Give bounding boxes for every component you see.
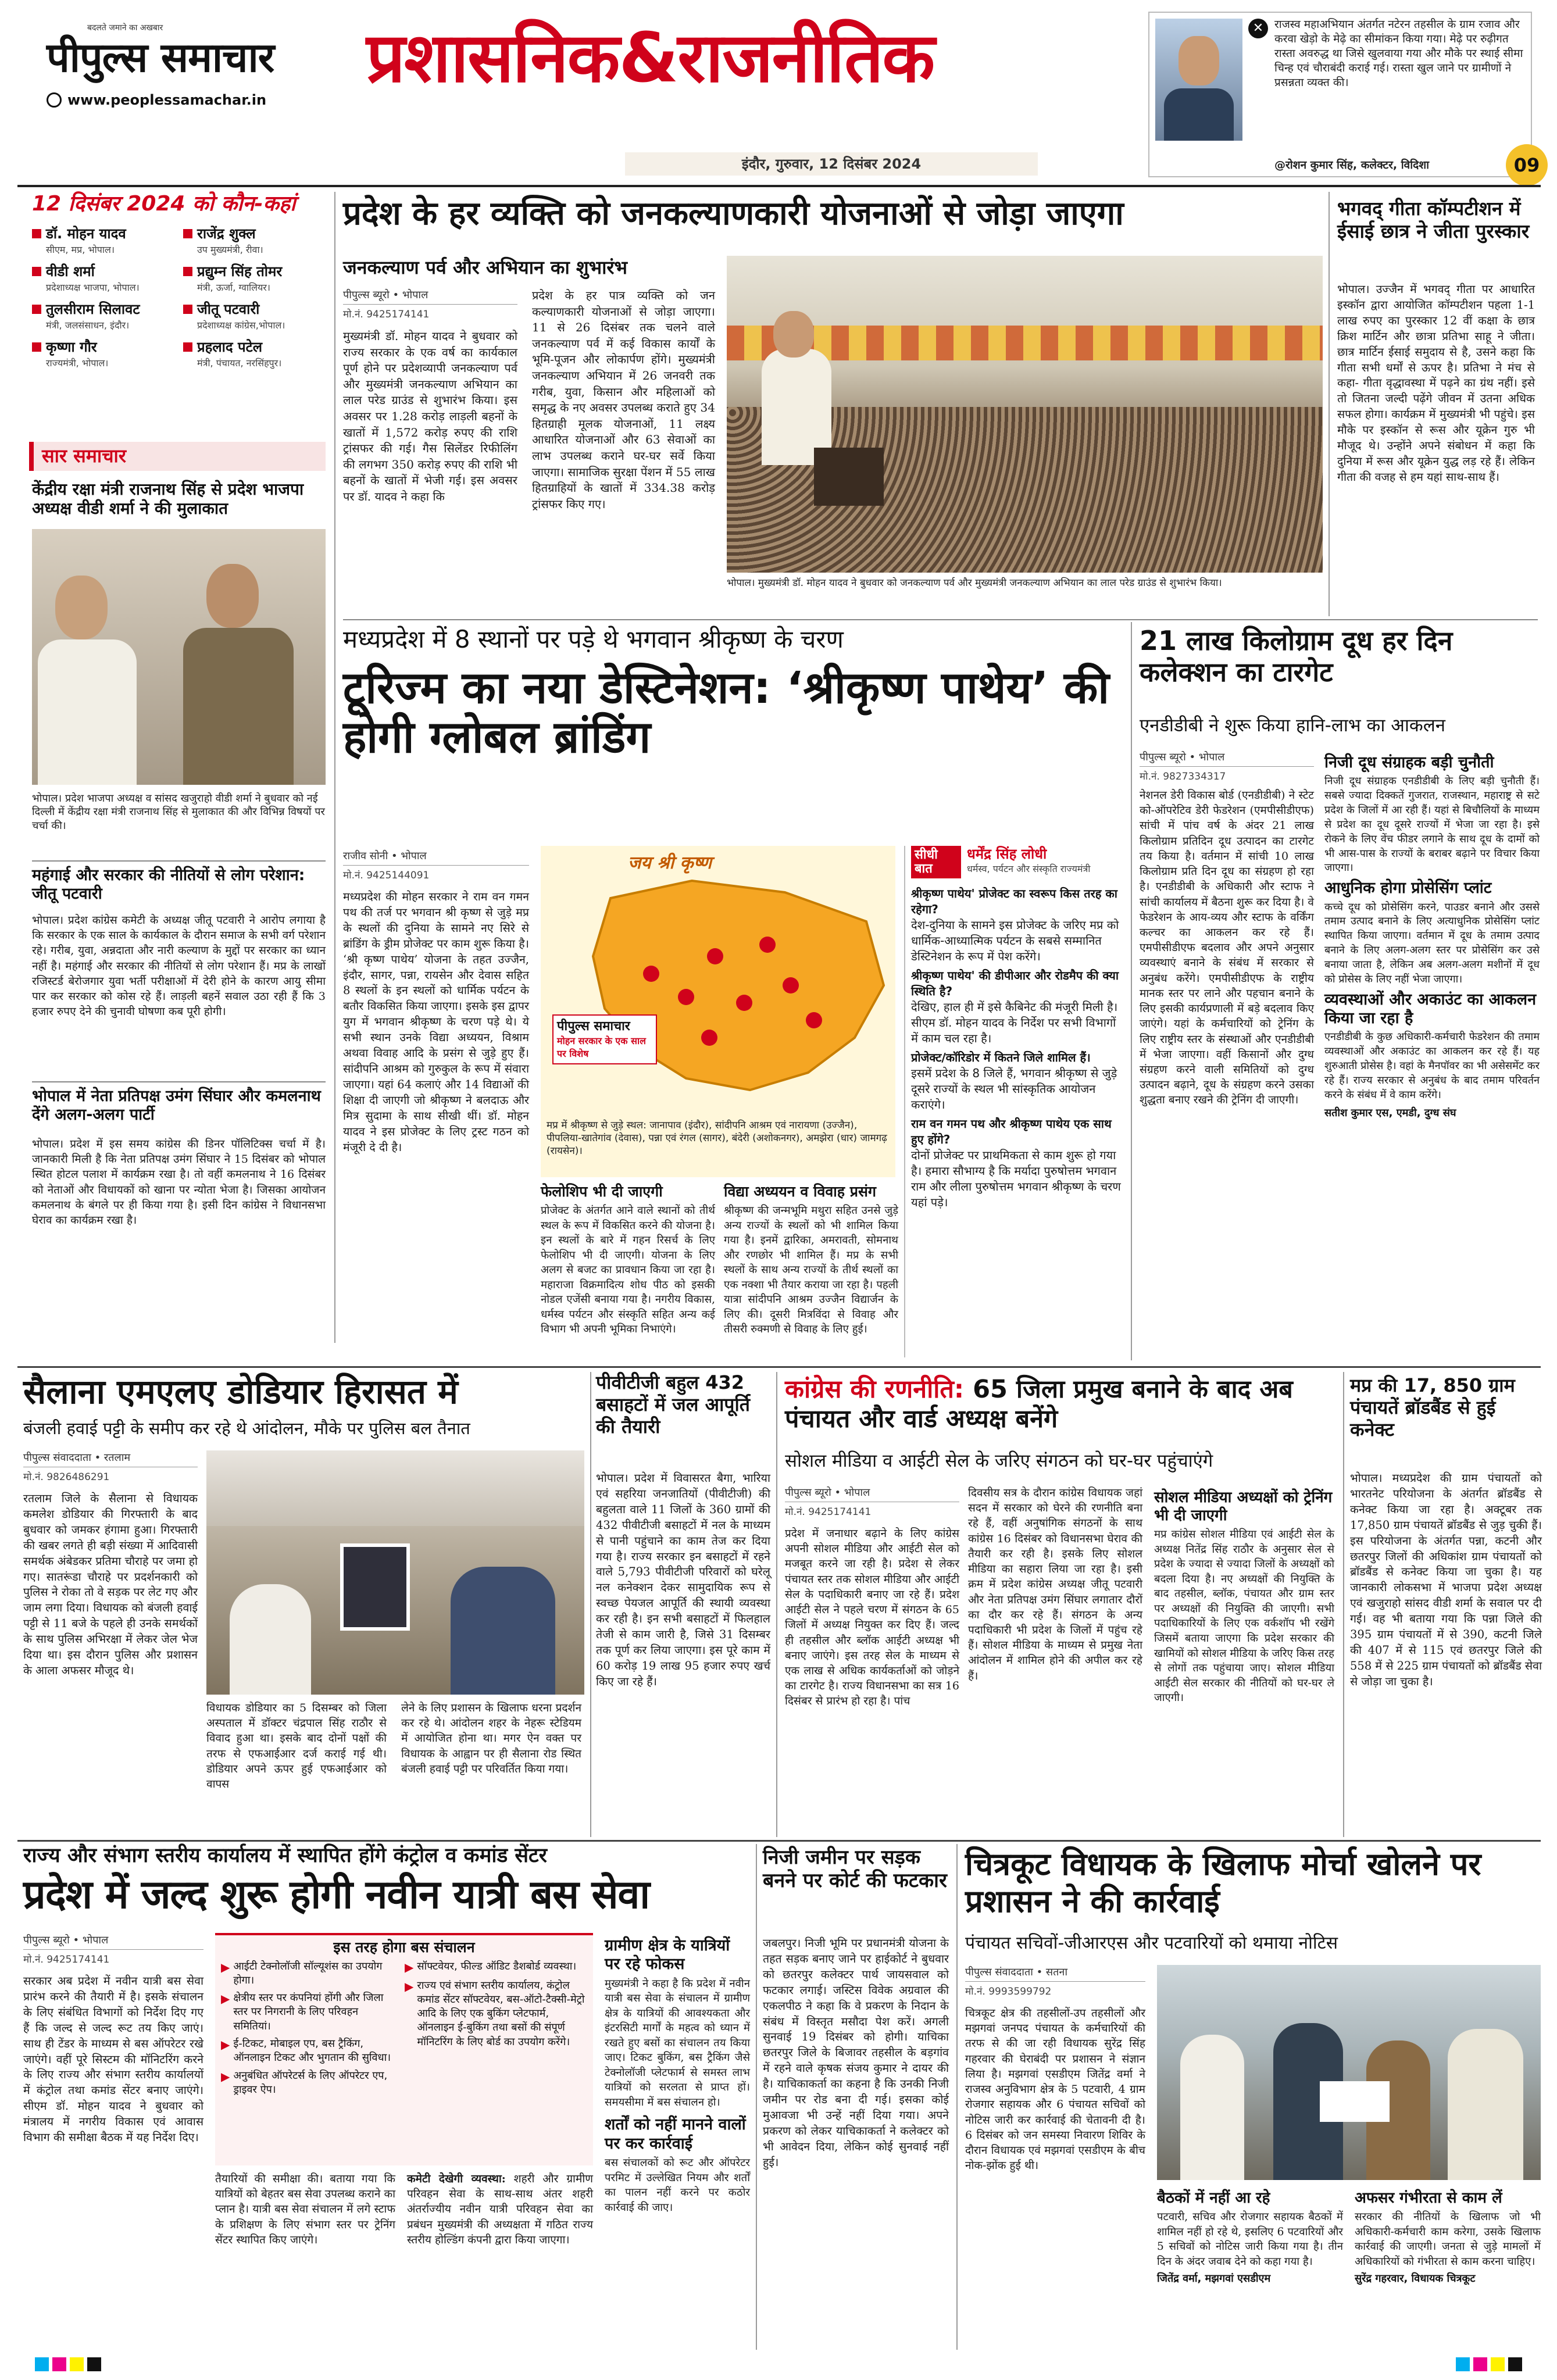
birthday-item — [32, 224, 172, 256]
marker-icon — [32, 305, 41, 314]
chitrakoot-col2 — [1157, 2186, 1343, 2285]
birthday-item — [32, 337, 172, 369]
globe-icon — [47, 92, 62, 108]
page-number: 09 — [1506, 144, 1548, 186]
person-role: मंत्री, पंचायत, नरसिंहपुर। — [197, 358, 282, 369]
bus-box-list — [215, 1960, 593, 2101]
congress-col2: दिवसीय सत्र के दौरान कांग्रेस विधायक जहां सदन में सरकार को घेरने की रणनीति बना रहे हैं, वहीं अनुषांगिक संगठनों के साथ कांग्रेस 16 दिसंबर को विधानसभा घेराव की तैयारी कर रही है। इसके लिए सोशल मीडिया का सहारा लिया जा रहा है। इसी क्रम में प्रदेश कांग्रेस अध्यक्ष जीतू पटवारी और नेता प्रतिपक्ष उमंग सिंघार लगातार दौरों का दौर कर रहे हैं। संगठन के अन्य पदाधिकारी भी प्रदेश के जिलों में पहुंच रहे हैं। सोशल मीडिया के माध्यम से प्रमुख नेता आंदोलन में शामिल होने की अपील कर रहे हैं। — [968, 1486, 1142, 1682]
bus-byline-box — [23, 1933, 203, 1966]
map-logo-box — [552, 1014, 657, 1064]
byline: पीपुल्स ब्यूरो • भोपाल — [1140, 750, 1314, 767]
bus-col3 — [407, 2171, 593, 2247]
chitrakoot-col3 — [1355, 2186, 1541, 2285]
chitrakoot-subhead-1: बैठकों में नहीं आ रहे — [1157, 2189, 1270, 2207]
milk-subhead-2: आधुनिक होगा प्रोसेसिंग प्लांट — [1324, 879, 1492, 898]
birthday-item — [32, 262, 172, 294]
sailana-kicker: बंजली हवाई पट्टी के समीप कर रहे थे आंदोलन, मौके पर पुलिस बल तैनात — [23, 1418, 470, 1438]
bullet-icon: ▶ — [221, 1992, 230, 2006]
qa-question: श्रीकृष्ण पाथेय' प्रोजेक्ट का स्वरूप किस तरह का रहेगा? — [911, 887, 1117, 917]
bus-cond-body: बस संचालकों को रूट और ऑपरेटर परमिट में उल्लेखित नियम और शर्तों का पालन नहीं करने पर कठोर कार्रवाई की जाए। — [605, 2157, 750, 2214]
lead-col2: प्रदेश के हर पात्र व्यक्ति को जन कल्याणकारी योजनाओं से जोड़ा जाएगा। 11 से 26 दिसंबर तक चलने वाले जनकल्याण पर्व में कई विकास कार्यों के भूमि-पूजन और लोकार्पण होंगे। मुख्यमंत्री जनकल्याण अभियान में 26 जनवरी तक गरीब, युवा, किसान और महिलाओं को समृद्ध के नए अवसर उपलब्ध कराते हुए 34 हितग्राही मूलक योजनाओं, 11 लक्ष्य आधारित योजनाओं और 63 सेवाओं का लाभ उपलब्ध कराने घर-घर सर्वे किया जाएगा। सामाजिक सुरक्षा पेंशन में 55 लाख हितग्राहियों के खातों में 334.38 करोड़ ट्रांसफर किए गए। — [532, 288, 715, 511]
saar-caption-1: भोपाल। प्रदेश भाजपा अध्यक्ष व सांसद खजुराहो वीडी शर्मा ने बुधवार को नई दिल्ली में केंद्रीय रक्षा मंत्री राजनाथ सिंह से मुलाकात की और विभिन्न विषयों पर चर्चा की। — [32, 792, 325, 832]
sailana-byline-box — [23, 1450, 198, 1483]
krishna-col3-head: विद्या अध्ययन व विवाह प्रसंग — [724, 1183, 876, 1200]
birthday-item — [183, 224, 323, 256]
bus-headline: प्रदेश में जल्द शुरू होगी नवीन यात्री बस सेवा — [23, 1872, 649, 1918]
congress-headline: 65 जिला प्रमुख बनाने के बाद अब पंचायत और वार्ड अध्यक्ष बनेंगे — [785, 1375, 1293, 1434]
chitrakoot-para-2: सरकार की नीतियों के खिलाफ जो भी अधिकारी-कर्मचारी काम करेगा, उसके खिलाफ कार्रवाई की जाएगी। जनता से जुड़े मामलों में अधिकारियों को गंभीरता से काम करना चाहिए। — [1355, 2211, 1541, 2268]
saar-heading-bar — [29, 442, 326, 471]
congress-side-head: सोशल मीडिया अध्यक्षों को ट्रेनिंग भी दी जाएगी — [1154, 1489, 1333, 1525]
person-role: प्रदेशाध्यक्ष कांग्रेस,भोपाल। — [197, 320, 285, 331]
mobile-number: मो.नं. 9425174141 — [23, 1954, 110, 1966]
land-body: जबलपुर। निजी भूमि पर प्रधानमंत्री योजना के तहत सड़क बनाए जाने पर हाईकोर्ट ने बुधवार को छतरपुर कलेक्टर पार्थ जायसवाल को फटकार लगाई। जस्टिस विवेक अग्रवाल की एकलपीठ ने कहा कि वे प्रकरण के निदान के संबंध में विस्तृत मसौदा पेश करें। अगली सुनवाई 19 दिसंबर को होगी। याचिका छतरपुर जिले के बिजावर तहसील के बड़गांव में रहने वाले कृषक संजय कुमार ने दायर की है। याचिकाकर्ता का कहना है कि उनकी निजी जमीन पर रोड बना दी गई। इसका कोई मुआवजा भी उन्हें नहीं दिया गया। अपने प्रकरण को लेकर याचिकाकर्ता ने कलेक्टर को भी आवेदन दिया, लेकिन कोई सुनवाई नहीं हुई। — [763, 1936, 949, 2169]
milk-para-2: कच्चे दूध को प्रोसेसिंग करने, पाउडर बनाने और उससे तमाम उत्पाद बनाने के लिए अत्याधुनिक प्रोसेसिंग प्लांट स्थापित किया जाएगा। वर्तमान में दूध के तमाम उत्पाद बनाने के लिए अलग-अलग स्तर पर प्रोसेसिंग कर उसे बनाया जाता है, लेकिन अब अलग-अलग मशीनों में दूध को प्रोसेस के लिए नहीं भेजा जाएगा। — [1324, 900, 1540, 985]
chitrakoot-subhead-2: अफसर गंभीरता से काम लें — [1355, 2189, 1502, 2207]
bus-box-item — [221, 1991, 395, 2034]
person-name: प्रहलाद पटेल — [197, 339, 262, 355]
bus-col4 — [605, 1933, 750, 2215]
byline: राजीव सोनी • भोपाल — [343, 849, 529, 866]
byline: पीपुल्स संवाददाता • सतना — [965, 1965, 1145, 1982]
print-color-bar — [0, 2357, 1557, 2375]
mobile-number: मो.नं. 9425174141 — [343, 309, 430, 320]
milk-col1: नेशनल डेरी विकास बोर्ड (एनडीडीबी) ने स्टेट को-ऑपरेटिव डेरी फेडरेशन (एमपीसीडीएफ) सांची में पांच वर्ष के अंदर 21 लाख किलोग्राम प्रतिदिन दूध उत्पादन का टारगेट तय किया है। वर्तमान में सांची 10 लाख किलोग्राम प्रति दिन दूध का संग्रहण हो रहा है। एनडीडीबी के अधिकारी और स्टाफ ने सांची कार्यालय में बैठना शुरू कर दिया है। वे फेडरेशन के आय-व्यय और स्टाफ के वर्किंग कल्चर का आकलन कर रहे हैं। एमपीसीडीएफ बदलाव और अपने अनुसार व्यवस्थाएं बनाने के संबंध में सरकार से अनुबंध करेंगे। एमपीसीडीएफ के राष्ट्रीय मानक स्तर पर लाने और पहचान बनाने के लिए इसकी कार्यप्रणाली में बड़े बदलाव किए जाएंगे। यहां के कर्मचारियों को ट्रेनिंग के लिए राष्ट्रीय स्तर के संस्थाओं और एनडीडीबी में भेजा जाएगा। वहीं किसानों और दुग्ध संग्रहण करने वाली समितियों को दुग्ध उत्पादन बढ़ाने, दूध के संग्रहण करने उसका शुद्धता बनाए रखने की ट्रेनिंग दी जाएगी। — [1140, 789, 1314, 1107]
color-swatches-right — [1456, 2357, 1522, 2375]
birthday-grid — [32, 224, 323, 369]
pvtg-headline: पीवीटीजी बहुल 432 बसाहटों में जल आपूर्ति की तैयारी — [596, 1371, 751, 1438]
bus-box-item-text: राज्य एवं संभाग स्तरीय कार्यालय, कंट्रोल कमांड सेंटर सॉफ्टवेयर, बस-ऑटो-टैक्सी-मेट्रो आदि के लिए एक बुकिंग प्लेटफार्म, ऑनलाइन ई-बुकिंग तथा बसों की संपूर्ण मॉनिटरिंग के लिए बोर्ड का उपयोग करेंगे। — [417, 1979, 585, 2048]
milk-byline-box — [1140, 750, 1314, 782]
birthday-item — [183, 299, 323, 331]
krishna-headline: टूरिज्म का नया डेस्टिनेशन: ‘श्रीकृष्ण पाथेय’ की होगी ग्लोबल ब्रांडिंग — [343, 662, 1109, 763]
person-name: वीडी शर्मा — [46, 263, 95, 280]
sidhi-baat-box — [904, 846, 1125, 1357]
qa-question: प्रोजेक्ट/कॉरिडोर में कितने जिले शामिल हैं। — [911, 1050, 1091, 1065]
qa-list — [911, 885, 1125, 1210]
tweet-box — [1148, 12, 1532, 177]
gita-body: भोपाल। उज्जैन में भगवद् गीता पर आधारित इस्कॉन द्वारा आयोजित कॉम्पटीशन पहला 1-1 लाख रुपए का पुरस्कार 12 वीं कक्षा के छात्र क्रिश मार्टिन और छात्रा प्रतिभा साहू ने जीता। छात्र मार्टिन ईसाई समुदाय से है, उसने कहा कि गीता सभी धर्मों से ऊपर है। प्रतिभा ने मंच से कहा- गीता वृद्धावस्था में पढ़ने का ग्रंथ नहीं। इसे तो जितना जल्दी पढ़ेंगे जीवन में उतना अधिक सफल होगा। कार्यक्रम में मुख्यमंत्री भी पहुंचे। इस मौके पर इस्कॉन से रूस और यूक्रेन गुरु भी मौजूद थे। उन्होंने अपने संबोधन में कहा कि दुनिया में रूस और यूक्रेन युद्ध लड़ रहे हैं। लेकिन गीता की वजह से हम यहां साथ-साथ हैं। — [1337, 283, 1535, 484]
person-name: प्रद्युम्न सिंह तोमर — [197, 263, 283, 280]
map-title: जय श्री कृष्ण — [628, 853, 712, 873]
masthead-logo — [47, 22, 395, 115]
byline: पीपुल्स ब्यूरो • भोपाल — [23, 1933, 203, 1950]
section-title: प्रशासनिक&राजनीतिक — [366, 17, 934, 98]
lead-caption: भोपाल। मुख्यमंत्री डॉ. मोहन यादव ने बुधवार को जनकल्याण पर्व और मुख्यमंत्री जनकल्याण अभियान का लाल परेड ग्राउंड से शुभारंभ किया। — [727, 577, 1222, 589]
milk-signature: सतीश कुमार एस, एमडी, दुग्ध संघ — [1324, 1107, 1456, 1120]
chitrakoot-headline: चित्रकूट विधायक के खिलाफ मोर्चा खोलने पर प्रशासन ने की कार्रवाई — [965, 1846, 1481, 1920]
lead-col1: मुख्यमंत्री डॉ. मोहन यादव ने बुधवार को राज्य सरकार के एक वर्ष का कार्यकाल पूर्ण होने पर प्रदेशव्यापी जनकल्याण पर्व और मुख्यमंत्री जनकल्याण अभियान का लाल परेड ग्राउंड से शुभारंभ किया। इस अवसर पर 1.28 करोड़ लाड़ली बहनों के खातों में 1,572 करोड़ रुपए की राशि ट्रांसफर की गई। गैस सिलेंडर रिफीलिंग की लगभग 350 करोड़ रुपए की राशि भी बहनों के खातों में भेजी गई। इस अवसर पर डॉ. यादव ने कहा कि — [343, 329, 517, 503]
krishna-byline-box — [343, 849, 529, 881]
marker-icon — [32, 267, 41, 276]
lead-kicker: जनकल्याण पर्व और अभियान का शुभारंभ — [343, 256, 628, 278]
map-logo: पीपुल्स समाचार — [557, 1019, 630, 1034]
person-role: सीएम, मप्र, भोपाल। — [46, 244, 115, 255]
sailana-headline: सैलाना एमएलए डोडियार हिरासत में — [23, 1372, 458, 1411]
mobile-number: मो.नं. 9993599792 — [965, 1986, 1052, 1997]
mobile-number: मो.नं. 9425144091 — [343, 870, 430, 881]
land-headline: निजी जमीन पर सड़क बनने पर कोर्ट की फटकार — [763, 1846, 947, 1893]
tweet-author: @रोशन कुमार सिंह, कलेक्टर, विदिशा — [1274, 159, 1430, 171]
chitrakoot-sign-2: सुरेंद्र गहरवार, विधायक चित्रकूट — [1355, 2272, 1476, 2285]
bus-box-item-text: सॉफ्टवेयर, फील्ड ऑडिट डैशबोर्ड व्यवस्था। — [417, 1960, 577, 1972]
milk-subhead-3: व्यवस्थाओं और अकाउंट का आकलन किया जा रहा है — [1324, 990, 1537, 1027]
marker-icon — [32, 342, 41, 352]
milk-headline: 21 लाख किलोग्राम दूध हर दिन कलेक्शन का टारगेट — [1140, 625, 1453, 688]
bus-box-item — [405, 1979, 585, 2049]
sidhi-baat-label: सीधी बात — [911, 846, 961, 878]
chitrakoot-para-1: पटवारी, सचिव और रोजगार सहायक बैठकों में शामिल नहीं हो रहे थे, इसलिए 6 पटवारियों और 5 सचिवों को नोटिस जारी किया गया है। तीन दिन के अंदर जवाब देने को कहा गया है। — [1157, 2211, 1343, 2268]
bus-col1: सरकार अब प्रदेश में नवीन यात्री बस सेवा प्रारंभ करने की तैयारी में है। इसके संचालन के लिए संबंधित विभागों को निर्देश दिए गए हैं कि जल्द से जल्द रूट तय किए जाएं। साथ ही टेंडर के माध्यम से बस ऑपरेटर रखे जाएंगे। वहीं पूरे सिस्टम की मॉनिटरिंग करने के लिए राज्य और संभाग स्तरीय कार्यालयों में कंट्रोल तथा कमांड सेंटर बनाए जाएंगे। सीएम डॉ. मोहन यादव ने बुधवार को मंत्रालय में नगरीय विकास एवं आवास विभाग की समीक्षा बैठक में यह निर्देश दिए। — [23, 1974, 203, 2145]
birthday-heading: 12 दिसंबर 2024 को कौन-कहां — [32, 192, 296, 216]
dateline: इंदौर, गुरुवार, 12 दिसंबर 2024 — [625, 152, 1038, 176]
saar-body-2: भोपाल। प्रदेश कांग्रेस कमेटी के अध्यक्ष जीतू पटवारी ने आरोप लगाया है कि सरकार के एक साल के कार्यकाल के दौरान समाज के सभी वर्ग परेशान रहे। गरीब, युवा, अन्नदाता और नारी कल्याण के मुद्दों पर सरकार का ध्यान नहीं है। महंगाई और सरकार की नीतियों से लोग परेशान हैं। मप्र के लाखों रजिस्टर्ड बेरोजगार युवा भर्ती परीक्षाओं में देरी होने के कारण आयु सीमा पार कर सरकार को कोस रहे हैं। लाड़ली बहनें सवाल उठा रही हैं कि 3 हजार रुपए देने की चुनावी घोषणा कब पूरी होगी। — [32, 914, 326, 1019]
congress-byline-box — [785, 1485, 959, 1518]
birthday-item — [32, 299, 172, 331]
bus-box — [215, 1933, 593, 2165]
cm-event-photo — [727, 256, 1323, 573]
bullet-icon: ▶ — [405, 1960, 414, 1974]
sailana-col1: रतलाम जिले के सैलाना से विधायक कमलेश डोडियार की गिरफ्तारी के बाद बुधवार को जमकर हंगामा हुआ। गिरफ्तारी की खबर लगते ही बड़ी संख्या में आदिवासी समर्थक अंबेडकर प्रतिमा चौराहे पर जमा हो गए। सातरूंडा चौराहे पर प्रदर्शनकारी को पुलिस ने रोका तो वे सड़क पर लेट गए और जाम लगा दिया। विधायक को बंजली हवाई पट्टी से 11 बजे के पहले ही उनके समर्थकों के साथ पुलिस अभिरक्षा में लेकर जेल भेज दिया था। इस दौरान पुलिस और प्रशासन के आला अफसर मौजूद थे। — [23, 1492, 198, 1677]
krishna-col2-head: फेलोशिप भी दी जाएगी — [541, 1183, 663, 1200]
website-line — [47, 92, 266, 108]
byline: पीपुल्स ब्यूरो • भोपाल — [343, 288, 517, 305]
x-logo-icon: ✕ — [1248, 19, 1268, 38]
saar-body-3: भोपाल। प्रदेश में इस समय कांग्रेस की डिनर पॉलिटिक्स चर्चा में है। जानकारी मिली है कि नेता प्रतिपक्ष उमंग सिंघार ने 15 दिसंबर को भोपाल स्थित होटल पलाश में कार्यक्रम रखा है। तो वहीं कमलनाथ ने 16 दिसंबर को नेताओं और विधायकों को खाना पर न्योता भेजा है। जिसका आयोजन कमलनाथ के बंगले पर ही किया गया है। इसी दिन कांग्रेस ने विधानसभा घेराव का कार्यक्रम रखा है। — [32, 1138, 326, 1227]
congress-side-body: मप्र कांग्रेस सोशल मीडिया एवं आईटी सेल के अध्यक्ष नितेंद्र सिंह राठौर के अनुसार सेल से प्रदेश के ज्यादा से ज्यादा जिलों के अध्यक्षों को बदला दिया है। नए अध्यक्षों की नियुक्ति के बाद तहसील, ब्लॉक, पंचायत और ग्राम स्तर पर अध्यक्षों की नियुक्ति की जाएगी। सभी पदाधिकारियों के लिए एक वर्कशॉप भी रखेंगे जिसमें बताया जाएगा कि प्रदेश सरकार की खामियों को सोशल मीडिया के जरिए किस तरह से लोगों तक पहुंचाया जाए। सोशल मीडिया आईटी सेल सरकार की नीतियों को घर-घर ले जाएगी। — [1154, 1528, 1334, 1704]
congress-kicker: सोशल मीडिया व आईटी सेल के जरिए संगठन को घर-घर पहुंचाएंगे — [785, 1450, 1213, 1471]
milk-para-3: एनडीडीबी के कुछ अधिकारी-कर्मचारी फेडरेशन की तमाम व्यवस्थाओं और अकाउंट का आकलन कर रहे हैं। यह शुरुआती प्रोसेस है। वहां के मैनपॉवर का भी असेसमेंट कर रहे हैं। राज्य सरकार से अनुबंध के बाद तमाम परिवर्तन करने के संबंध में वे काम करेंगे। — [1324, 1031, 1540, 1101]
person-name: कृष्णा गौर — [46, 339, 97, 355]
bus-box-item-text: ई-टिकट, मोबाइल एप, बस ट्रैकिंग, ऑनलाइन टिकट और भुगतान की सुविधा। — [233, 2037, 391, 2064]
saar-heading: सार समाचार — [42, 445, 126, 467]
krishna-col2: प्रोजेक्ट के अंतर्गत आने वाले स्थानों को तीर्थ स्थल के रूप में विकसित करने की योजना है। इन स्थलों के बारे में गहन रिसर्च के लिए फेलोशिप भी दी जाएगी। योजना के लिए अलग से बजट का प्रावधान किया जा रहा है। महाराजा विक्रमादित्य शोध पीठ को इसकी नोडल एजेंसी बनाया गया है। नगरीय विकास, धर्मस्व पर्यटन और संस्कृति सहित अन्य कई विभाग भी अपनी भूमिका निभाएंगे। — [541, 1205, 715, 1336]
congress-headline-red: कांग्रेस की रणनीति: — [785, 1375, 965, 1404]
qa-question: राम वन गमन पथ और श्रीकृष्ण पाथेय एक साथ हुए होंगे? — [911, 1117, 1112, 1147]
marker-icon — [183, 229, 192, 238]
lead-headline: प्रदेश के हर व्यक्ति को जनकल्याणकारी योजनाओं से जोड़ा जाएगा — [343, 195, 1124, 233]
person-role: उप मुख्यमंत्री, रीवा। — [197, 244, 263, 255]
map-tag: मोहन सरकार के एक साल पर विशेष — [557, 1035, 646, 1059]
marker-icon — [32, 229, 41, 238]
bus-box-item — [221, 1960, 395, 1988]
congress-col1: प्रदेश में जनाधार बढ़ाने के लिए कांग्रेस अपनी सोशल मीडिया और आईटी सेल को मजबूत करने जा रही है। प्रदेश से लेकर पंचायत स्तर तक सोशल मीडिया और आईटी सेल के पदाधिकारी बनाए जा रहे हैं। प्रदेश आईटी सेल ने पहले चरण में संगठन के 65 जिलों में अध्यक्ष नियुक्त कर दिए हैं। जल्द ही तहसील और ब्लॉक आईटी अध्यक्ष भी बनाए जाएंगे। इस तरह सेल के माध्यम से एक लाख से अधिक कार्यकर्ताओं को जोड़ने का टारगेट है। राज्य विधानसभा का सत्र 16 दिसंबर से प्रारंभ हो रहा है। पांच — [785, 1527, 959, 1708]
bus-col2: तैयारियों की समीक्षा की। बताया गया कि यात्रियों को बेहतर बस सेवा उपलब्ध कराने का प्लान है। यात्री बस सेवा संचालन में लगे स्टाफ के प्रशिक्षण के लिए संभाग स्तर पर ट्रेनिंग सेंटर स्थापित किए जाएंगे। — [215, 2172, 395, 2246]
color-swatches-left — [35, 2357, 101, 2375]
gita-headline: भगवद् गीता कॉम्पटीशन में ईसाई छात्र ने जीता पुरस्कार — [1337, 197, 1530, 242]
qa-answer: देश-दुनिया के सामने इस प्रोजेक्ट के जरिए मप्र को धार्मिक-आध्यात्मिक पर्यटन के सबसे सम्मानित डेस्टिनेशन के रूप में पेश करेंगे। — [911, 918, 1119, 964]
milk-kicker: एनडीडीबी ने शुरू किया हानि-लाभ का आकलन — [1140, 715, 1445, 736]
bus-box-head: इस तरह होगा बस संचालन — [333, 1939, 475, 1956]
krishna-map — [541, 846, 895, 1177]
tweet-text: राजस्व महाअभियान अंतर्गत नटेरन तहसील के ग्राम रजाव और करवा खेड़ो के मेढ़े का सीमांकन किया गया। मेढ़े पर रुढ़ीगत रास्ता अवरुद्ध था जिसे खुलवाया गया और मौके पर स्थाई सीमा चिन्ह एवं चौराबंदी कराई गई। रास्ता खुल जाने पर ग्रामीणों ने प्रसन्नता व्यक्त की। — [1274, 18, 1523, 90]
person-name: राजेंद्र शुक्ल — [197, 226, 256, 242]
milk-para-1: निजी दूध संग्राहक एनडीडीबी के लिए बड़ी चुनौती हैं। सबसे ज्यादा दिक्कतें गुजरात, राजस्थान, महाराष्ट्र से सटे प्रदेश के जिलों में आ रही हैं। यहां से बिचौलियों के माध्यम से प्रदेश का दूध दूसरे राज्यों में भेजा जा रहा है। इसे रोकने के लिए वेंच फीडर लगाने के साथ दूध के दामों को भी आस-पास के राज्यों के बराबर बढ़ाने पर विचार किया जाएगा। — [1324, 775, 1540, 874]
interviewee-name: धर्मेंद्र सिंह लोधी — [967, 846, 1047, 862]
chitrakoot-photo — [1157, 1965, 1541, 2180]
sailana-col3: लेने के लिए प्रशासन के खिलाफ धरना प्रदर्शन कर रहे थे। आंदोलन शहर के नेहरू स्टेडियम में आयोजित होना था। मगर ऐन वक्त पर विधायक के आह्वान पर ही सैलाना रोड स्थित बंजली हवाई पट्टी पर परिवर्तित किया गया। — [401, 1702, 581, 1775]
saar-headline-1: केंद्रीय रक्षा मंत्री राजनाथ सिंह से प्रदेश भाजपा अध्यक्ष वीडी शर्मा ने की मुलाकात — [32, 480, 304, 519]
collector-photo — [1155, 19, 1242, 141]
saar-headline-3: भोपाल में नेता प्रतिपक्ष उमंग सिंघार और कमलनाथ देंगे अलग-अलग पार्टी — [32, 1087, 321, 1124]
person-name: जीतू पटवारी — [197, 301, 260, 317]
broadband-body: भोपाल। मध्यप्रदेश की ग्राम पंचायतों को भारतनेट परियोजना के अंतर्गत ब्रॉडबैंड से कनेक्ट किया जा रहा है। अक्टूबर तक 17,850 ग्राम पंचायतें ब्रॉडबैंड से जुड़ चुकी हैं। इस परियोजना के अंतर्गत पन्ना, कटनी और छतरपुर जिलों की अधिकांश ग्राम पंचायतों को ब्रॉडबैंड से कनेक्ट किया जा चुका है। यह जानकारी लोकसभा में भाजपा प्रदेश अध्यक्ष एवं खजुराहो सांसद वीडी शर्मा के सवाल पर दी गई। वह भी बताया गया कि पन्ना जिले की 395 ग्राम पंचायतों में से 390, कटनी जिले की 407 में से 115 एवं छतरपुर जिले की 558 में से 225 ग्राम पंचायतों को ब्रॉडबैंड सेवा से जोड़ा जा चुका है। — [1350, 1471, 1542, 1688]
congress-headline-box — [785, 1375, 1337, 1434]
krishna-col3: श्रीकृष्ण की जन्मभूमि मथुरा सहित उनसे जुड़े अन्य राज्यों के स्थलों को भी शामिल किया गया है। इनमें द्वारिका, अमरावती, सोमनाथ और रणछोर भी शामिल हैं। मप्र के सभी स्थलों के साथ अन्य राज्यों के तीर्थ स्थलों का एक नक्शा भी तैयार कराया जा रहा है। पहली यात्रा सांदीपनि आश्रम उज्जैन विद्यार्जन के लिए की। दूसरी मित्रविंदा से विवाह और तीसरी रुक्मणी से विवाह के लिए हुई। — [724, 1205, 898, 1336]
krishna-kicker: मध्यप्रदेश में 8 स्थानों पर पड़े थे भगवान श्रीकृष्ण के चरण — [343, 625, 844, 653]
marker-icon — [183, 267, 192, 276]
bus-kicker: राज्य और संभाग स्तरीय कार्यालय में स्थापित होंगे कंट्रोल व कमांड सेंटर — [23, 1844, 547, 1867]
mobile-number: मो.नं. 9826486291 — [23, 1471, 110, 1483]
map-caption: मप्र में श्रीकृष्ण से जुड़े स्थल: जानापाव (इंदौर), सांदीपनि आश्रम एवं नारायणा (उज्जैन), पीपलिया-खातेगांव (देवास), पन्ना एवं रंगल (सागर), बंदेरी (अशोकनगर), अमझेरा (धार) जामगढ़ (रायसेन)। — [547, 1120, 887, 1157]
birthday-item — [183, 262, 323, 294]
website-link[interactable]: www.peoplessamachar.in — [67, 92, 267, 108]
bullet-icon: ▶ — [221, 1960, 230, 1974]
bus-rural-head: ग्रामीण क्षेत्र के यात्रियों पर रहे फोकस — [605, 1936, 730, 1974]
bus-cond-head: शर्तों को नहीं मानने वालों पर कर कार्रवाई — [605, 2115, 746, 2153]
byline: पीपुल्स संवाददाता • रतलाम — [23, 1450, 198, 1467]
bullet-icon: ▶ — [405, 1979, 414, 1993]
sailana-protest-photo — [206, 1450, 584, 1695]
mobile-number: मो.नं. 9425174141 — [785, 1506, 872, 1518]
mobile-number: मो.नं. 9827334317 — [1140, 771, 1226, 782]
bus-box-item-text: क्षेत्रीय स्तर पर कंपनियां होंगी और जिला स्तर पर निगरानी के लिए परिवहन समितियां। — [233, 1992, 384, 2032]
chitrakoot-sign-1: जितेंद्र वर्मा, मझगवां एसडीएम — [1157, 2272, 1271, 2285]
qa-answer: इसमें प्रदेश के 8 जिले हैं, भगवान श्रीकृष्ण से जुड़े दूसरे राज्यों के स्थल भी सांस्कृतिक आयोजन कराएंगे। — [911, 1066, 1117, 1112]
tagline: बदलते जमाने का अखबार — [87, 23, 163, 33]
byline: पीपुल्स ब्यूरो • भोपाल — [785, 1485, 959, 1502]
bus-col3-body: शहरी और ग्रामीण परिवहन सेवा के साथ-साथ अंतर शहरी अंतर्राज्यीय नवीन यात्री परिवहन सेवा का प्रबंधन मुख्यमंत्री की अध्यक्षता में गठित राज्य स्तरीय होल्डिंग कंपनी द्वारा किया जाएगा। — [407, 2172, 593, 2246]
sailana-col2: विधायक डोडियार का 5 दिसम्बर को जिला अस्पताल में डॉक्टर चंद्रपाल सिंह राठौर से विवाद हुआ था। इसके बाद दोनों पक्षों की तरफ से एफआईआर दर्ज कराई गई थी। डोडियार अपने ऊपर हुई एफआईआर को वापस — [206, 1702, 387, 1791]
marker-icon — [183, 305, 192, 314]
person-name: डॉ. मोहन यादव — [46, 226, 126, 242]
bus-box-item — [221, 2069, 395, 2097]
person-name: तुलसीराम सिलावट — [46, 301, 140, 317]
lead-byline-box — [343, 288, 517, 320]
person-role: मंत्री, जलसंसाधन, इंदौर। — [46, 320, 130, 331]
bus-col3-head: कमेटी देखेगी व्यवस्था: — [407, 2172, 506, 2185]
bus-box-item-text: आईटी टेक्नोलॉजी सॉल्यूशंस का उपयोग होगा। — [233, 1960, 383, 1986]
bus-box-item — [221, 2037, 395, 2065]
milk-col2 — [1324, 750, 1540, 1120]
qa-answer: दोनों प्रोजेक्ट पर प्राथमिकता से काम शुरू हो गया है। हमारा सौभाग्य है कि मर्यादा पुरुषोत्तम भगवान राम और लीला पुरुषोत्तम भगवान श्रीकृष्ण के चरण यहां पड़े। — [911, 1148, 1121, 1210]
bullet-icon: ▶ — [221, 2037, 230, 2052]
bus-box-item-text: अनुबंधित ऑपरेटर्स के लिए ऑपरेटर एप, ड्राइवर ऐप। — [233, 2069, 388, 2096]
bus-rural-body: मुख्यमंत्री ने कहा है कि प्रदेश में नवीन यात्री बस सेवा के संचालन में ग्रामीण क्षेत्र के यात्रियों की आवश्यकता और इंटरसिटी मार्गों के महत्व को ध्यान में रखते हुए बसों का संचालन तय किया जाए। टिकट बुकिंग, बस ट्रैकिंग जैसे टेक्नोलॉजी प्लेटफार्म से समस्त लाभ यात्रियों को सरलता से प्राप्त हों। समयसीमा में बस संचालन हो। — [605, 1977, 750, 2109]
chitrakoot-kicker: पंचायत सचिवों-जीआरएस और पटवारियों को थमाया नोटिस — [965, 1933, 1338, 1953]
person-role: राज्यमंत्री, भोपाल। — [46, 358, 109, 369]
milk-subhead-1: निजी दूध संग्राहक बड़ी चुनौती — [1324, 753, 1494, 771]
saar-headline-2: महंगाई और सरकार की नीतियों से लोग परेशान: जीतू पटवारी — [32, 866, 305, 903]
marker-icon — [183, 342, 192, 352]
qa-question: श्रीकृष्ण पाथेय' की डीपीआर और रोडमैप की क्या स्थिति है? — [911, 969, 1119, 999]
bus-box-item — [405, 1960, 585, 1975]
bullet-icon: ▶ — [221, 2069, 230, 2084]
person-role: मंत्री, ऊर्जा, ग्वालियर। — [197, 282, 270, 293]
chitrakoot-col1: चित्रकूट क्षेत्र की तहसीलों-उप तहसीलों और मझगवां जनपद पंचायत के कर्मचारियों की तरफ से की जा रही विधायक सुरेंद्र सिंह गहरवार की घेराबंदी पर प्रशासन ने संज्ञान लिया है। मझगवां एसडीएम जितेंद्र वर्मा ने राजस्व अनुविभाग क्षेत्र के 5 पटवारी, 4 ग्राम रोजगार सहायक और 6 पंचायत सचिवों को नोटिस जारी कर कार्रवाई की चेतावनी दी है। 6 दिसंबर को जन समस्या निवारण शिविर के दौरान विधायक एवं मझगवां एसडीएम के बीच नोक-झोंक हुई थी। — [965, 2007, 1145, 2172]
rajnath-meeting-photo — [32, 529, 326, 785]
person-role: प्रदेशाध्यक्ष भाजपा, भोपाल। — [46, 282, 140, 293]
krishna-col1: मध्यप्रदेश की मोहन सरकार ने राम वन गमन पथ की तर्ज पर भगवान श्री कृष्ण से जुड़े मप्र के स्थलों की दुनिया के सामने नए सिरे से ब्रांडिंग के ड्रीम प्रोजेक्ट पर काम शुरू किया है। ‘श्री कृष्ण पाथेय’ योजना के तहत उज्जैन, इंदौर, सागर, पन्ना, रायसेन और देवास सहित 8 स्थलों के इन स्थलों को धार्मिक पर्यटन के बतौर विकसित किया जाएगा। इसके इस द्वापर युग में भगवान श्रीकृष्ण के चरण पड़े थे। ये सभी स्थान उनके विद्या अध्ययन, विश्राम अथवा विवाह आदि के प्रसंग से जुड़े हुए हैं। सांदीपनि आश्रम को गुरुकुल के रूप में संवारा जाएगा। यहां 64 कलाएं और 14 विद्याओं की शिक्षा दी जाएगी जो श्रीकृष्ण ने बलदाऊ और मित्र सुदामा के साथ सीखी थीं। डॉ. मोहन यादव ने इस प्रोजेक्ट के लिए ट्रस्ट गठन को मंजूरी दे दी है। — [343, 890, 529, 1154]
pvtg-body: भोपाल। प्रदेश में विवासरत बैगा, भारिया एवं सहरिया जनजातियों (पीवीटीजी) की बहुलता वाले 11 जिलों के 360 ग्रामों की 432 पीवीटीजी बसाहटों में नल के माध्यम से पानी पहुंचाने का काम तेज कर दिया गया है। राज्य सरकार इन बसाहटों में रहने वाले 5,793 पीवीटीजी परिवारों को घरेलू नल कनेक्शन देकर सामुदायिक रूप से स्वच्छ पेयजल आपूर्ति की स्थायी व्यवस्था कर रही है। इन सभी बसाहटों में फिलहाल तेजी से काम जारी है, जिसे 31 दिसम्बर तक पूर्ण कर लिया जाएगा। इस पूरे काम में 60 करोड़ 19 लाख 95 हजार रुपए खर्च किए जा रहे हैं। — [596, 1471, 770, 1688]
interviewee-role: धर्मस्व, पर्यटन और संस्कृति राज्यमंत्री — [967, 863, 1091, 875]
logo-text: पीपुल्स समाचार — [47, 34, 274, 81]
broadband-headline: मप्र की 17, 850 ग्राम पंचायतें ब्रॉडबैंड से हुई कनेक्ट — [1350, 1374, 1515, 1441]
chitrakoot-byline-box — [965, 1965, 1145, 1997]
qa-answer: देखिए, हाल ही में इसे कैबिनेट की मंजूरी मिली है। सीएम डॉ. मोहन यादव के निर्देश पर सभी विभागों में काम चल रहा है। — [911, 1000, 1118, 1046]
congress-sidebar — [1154, 1485, 1334, 1706]
birthday-item — [183, 337, 323, 369]
